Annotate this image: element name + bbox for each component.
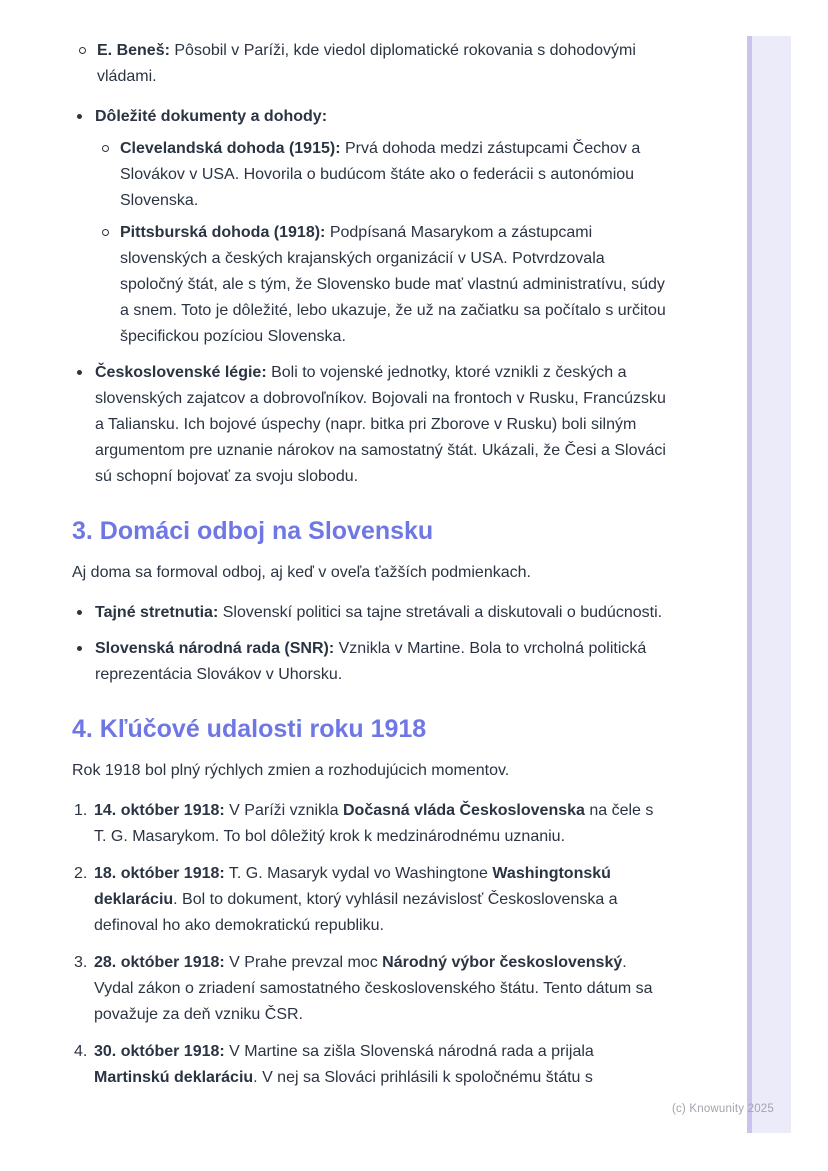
circle-bullet-icon xyxy=(79,47,86,54)
event-keyterm: Dočasná vláda Československa xyxy=(343,802,585,819)
item-text: . Bol to dokument, ktorý vyhlásil nezávislosť Československa a definoval ho ako demokratickú republiku. xyxy=(94,891,618,934)
list-item-legie xyxy=(72,360,667,490)
event-keyterm: Národný výbor československý xyxy=(382,954,623,971)
item-text: T. G. Masaryk vydal vo Washingtone xyxy=(224,865,493,882)
list-item-pittsburgh xyxy=(95,220,667,350)
item-text: . Vydal zákon o zriadení samostatného československého štátu. Tento dátum sa považuje za deň vzniku ČSR. xyxy=(94,954,653,1023)
event-date: 30. október 1918: xyxy=(94,1043,225,1060)
item-text: . V nej sa Slováci prihlásili k spoločnému štátu s xyxy=(253,1069,593,1086)
item-text: Slovenskí politici sa tajne stretávali a diskutovali o budúcnosti. xyxy=(218,604,663,621)
bullet-icon xyxy=(77,646,82,651)
bold-lead: E. Beneš: xyxy=(97,42,170,59)
event-date: 28. október 1918: xyxy=(94,954,225,971)
event-item-3 xyxy=(72,950,667,1028)
list-item-benes xyxy=(72,38,667,90)
item-text: V Prahe prevzal moc xyxy=(224,954,383,971)
documents-list xyxy=(72,104,667,490)
event-item-1 xyxy=(72,798,667,850)
list-item-documents xyxy=(72,104,667,350)
section-3-list xyxy=(72,600,667,688)
list-item-tajne xyxy=(72,600,667,626)
bullet-icon xyxy=(77,370,82,375)
event-date: 18. október 1918: xyxy=(94,865,225,882)
item-text: V Martine sa zišla Slovenská národná rada a prijala xyxy=(224,1043,594,1060)
item-text: Vznikla v Martine. Bola to vrcholná politická reprezentácia Slovákov v Uhorsku. xyxy=(95,640,647,683)
event-item-4 xyxy=(72,1039,667,1091)
bold-lead: Slovenská národná rada (SNR): xyxy=(95,640,335,657)
documents-sublist xyxy=(95,136,667,350)
item-text: Prvá dohoda medzi zástupcami Čechov a Slovákov v USA. Hovorila o budúcom štáte ako o federácii s autonómiou Slovenska. xyxy=(120,140,641,209)
scrollbar-track[interactable] xyxy=(747,36,791,1133)
list-number: 1. xyxy=(74,802,88,819)
section-4-intro: Rok 1918 bol plný rýchlych zmien a rozhodujúcich momentov. xyxy=(72,762,510,779)
list-item-snr xyxy=(72,636,667,688)
continued-sublist xyxy=(72,38,667,90)
event-keyterm: Washingtonskú deklaráciu xyxy=(94,865,611,908)
bold-lead: Československé légie: xyxy=(95,364,267,381)
item-text: na čele s T. G. Masarykom. To bol dôležitý krok k medzinárodnému uznaniu. xyxy=(94,802,654,845)
events-list xyxy=(72,798,667,1091)
item-text: Boli to vojenské jednotky, ktoré vznikli z českých a slovenských zajatcov a dobrovoľníkov. Bojovali na frontoch v Rusku, Francúzsku a Taliansku. Ich bojové úspechy (napr. bitka pri Zborove v Rusku) boli silným argumentom pre uznanie nárokov na samostatný štát. Ukázali, že Česi a Slováci sú schopní bojovať za svoju slobodu. xyxy=(95,364,666,485)
item-text: Podpísaná Masarykom a zástupcami slovenských a českých krajanských organizácií v USA. Potvrdzovala spoločný štát, ale s tým, že Slovensko bude mať vlastnú administratívu, súdy a snem. Toto je dôležité, lebo ukazuje, že už na začiatku sa počítalo s určitou špecifickou pozíciou Slovenska. xyxy=(120,224,666,345)
list-item-cleveland xyxy=(95,136,667,214)
section-3-intro: Aj doma sa formoval odboj, aj keď v oveľa ťažších podmienkach. xyxy=(72,564,531,581)
bold-lead: Tajné stretnutia: xyxy=(95,604,219,621)
list-number: 4. xyxy=(74,1043,88,1060)
bold-lead: Clevelandská dohoda (1915): xyxy=(120,140,341,157)
item-text: Pôsobil v Paríži, kde viedol diplomatické rokovania s dohodovými vládami. xyxy=(97,42,636,85)
bullet-icon xyxy=(77,610,82,615)
event-keyterm: Martinskú deklaráciu xyxy=(94,1069,254,1086)
list-number: 3. xyxy=(74,954,88,971)
event-date: 14. október 1918: xyxy=(94,802,225,819)
item-text: V Paríži vznikla xyxy=(224,802,343,819)
bold-lead: Dôležité dokumenty a dohody: xyxy=(95,108,328,125)
section-4-heading: 4. Kľúčové udalosti roku 1918 xyxy=(72,715,427,743)
event-item-2 xyxy=(72,861,667,939)
circle-bullet-icon xyxy=(102,145,109,152)
section-3-heading: 3. Domáci odboj na Slovensku xyxy=(72,517,434,545)
list-number: 2. xyxy=(74,865,88,882)
copyright-watermark: (c) Knowunity 2025 xyxy=(671,1103,774,1115)
document-content xyxy=(72,38,667,1102)
bullet-icon xyxy=(77,114,82,119)
bold-lead: Pittsburská dohoda (1918): xyxy=(120,224,326,241)
circle-bullet-icon xyxy=(102,229,109,236)
